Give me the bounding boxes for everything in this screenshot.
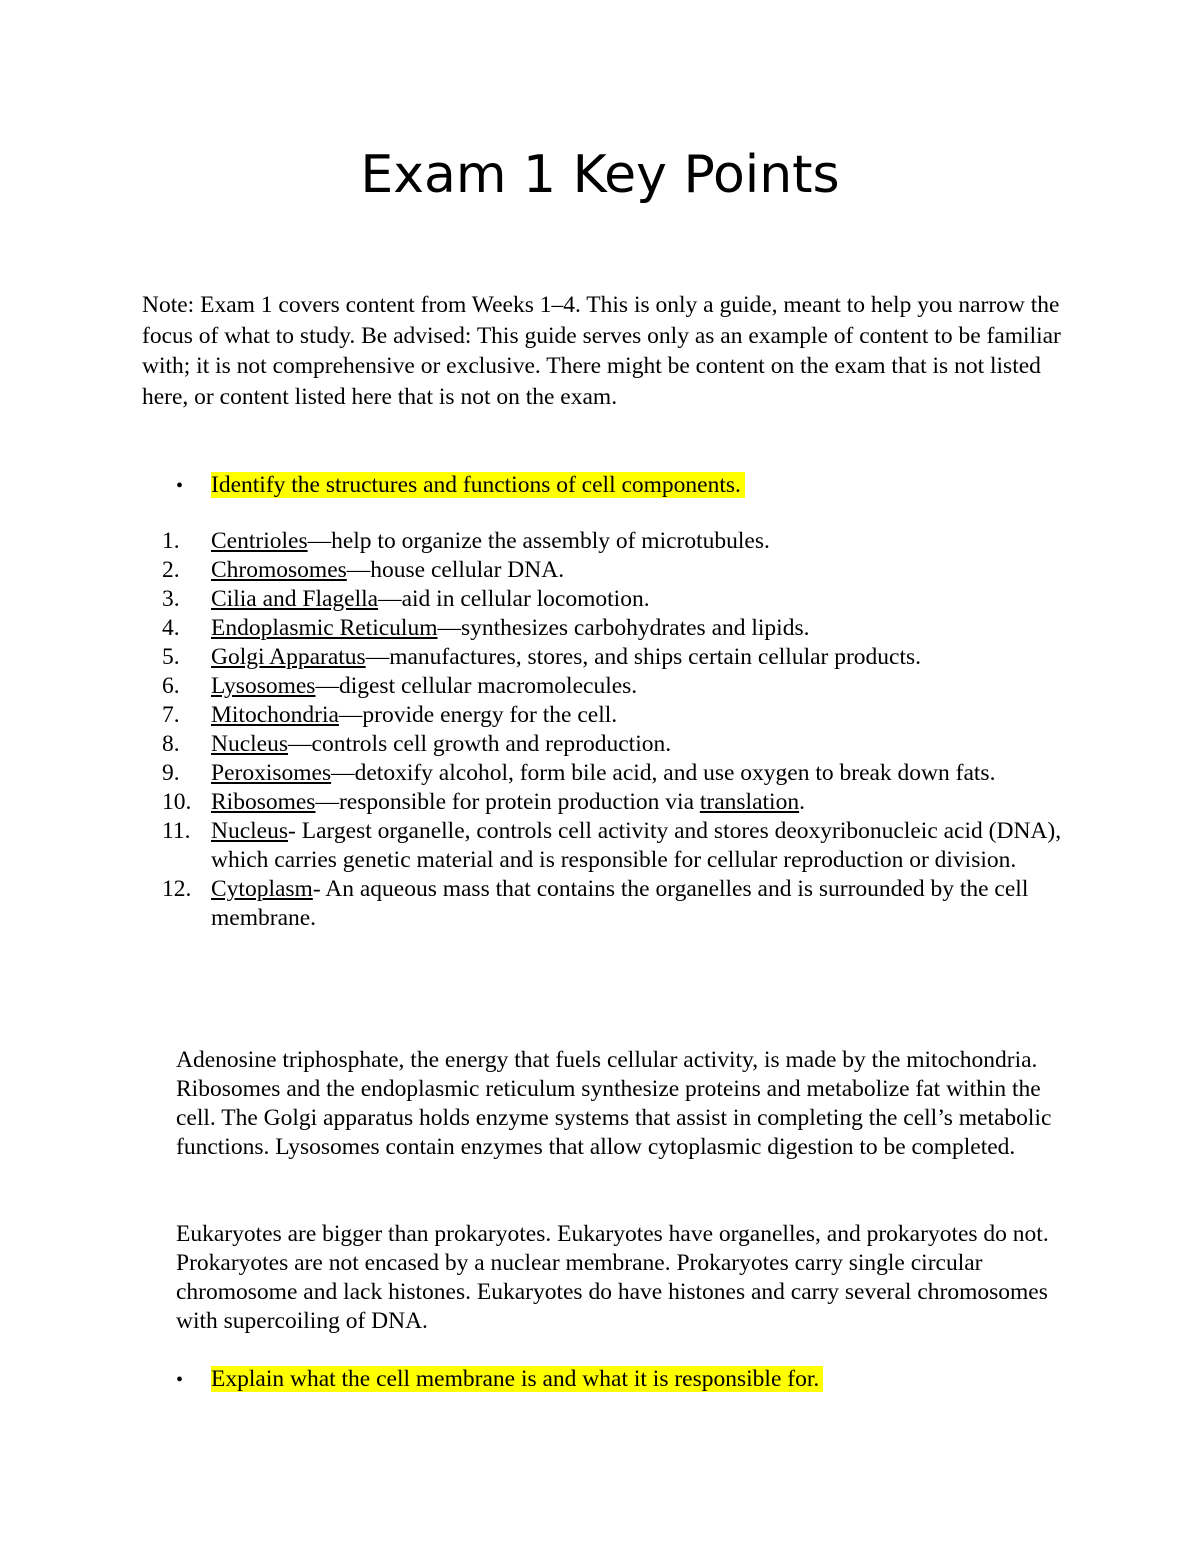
- organelle-term: Nucleus: [211, 731, 289, 757]
- list-number: 10.: [162, 789, 192, 815]
- organelle-list: [162, 527, 1062, 933]
- organelle-term: Peroxisomes: [211, 760, 332, 786]
- translation-link[interactable]: translation: [699, 789, 800, 815]
- list-item: [162, 672, 1062, 701]
- list-item: [162, 730, 1062, 759]
- list-number: 6.: [162, 673, 180, 699]
- list-item: [162, 556, 1062, 585]
- highlighted-heading: Identify the structures and functions of cell components.: [211, 472, 745, 498]
- organelle-term: Endoplasmic Reticulum: [211, 615, 438, 641]
- organelle-description: —responsible for protein production via: [315, 789, 700, 815]
- list-number: 7.: [162, 702, 180, 728]
- organelle-term: Centrioles: [211, 528, 308, 554]
- organelle-term: Lysosomes: [211, 673, 316, 699]
- list-number: 11.: [162, 818, 191, 844]
- paragraph-eukaryotes: Eukaryotes are bigger than prokaryotes. Eukaryotes have organelles, and prokaryotes do not. Prokaryotes are not encased by a nuclear membrane. Prokaryotes carry single circular chromosome and lack histones. Eukaryotes do have histones and carry several chromosomes with supercoiling of DNA.: [176, 1221, 1049, 1334]
- list-item: [162, 643, 1062, 672]
- list-number: 8.: [162, 731, 180, 757]
- list-item: [162, 585, 1062, 614]
- organelle-term: Nucleus: [211, 818, 289, 844]
- bullet-heading-cell-membrane: [176, 1364, 823, 1395]
- bullet-heading-cell-components: [176, 470, 745, 501]
- organelle-description: —house cellular DNA.: [346, 557, 565, 583]
- organelle-description: —digest cellular macromolecules.: [315, 673, 638, 699]
- list-number: 12.: [162, 876, 192, 902]
- list-number: 2.: [162, 557, 180, 583]
- organelle-description: —synthesizes carbohydrates and lipids.: [437, 615, 810, 641]
- list-item: [162, 527, 1062, 556]
- list-number: 5.: [162, 644, 180, 670]
- list-number: 3.: [162, 586, 180, 612]
- list-item: [162, 614, 1062, 643]
- organelle-description: —manufactures, stores, and ships certain cellular products.: [365, 644, 922, 670]
- paragraph-atp: Adenosine triphosphate, the energy that fuels cellular activity, is made by the mitochondria. Ribosomes and the endoplasmic reticulum synthesize proteins and metabolize fat within the cell. The Golgi apparatus holds enzyme systems that assist in completing the cell’s metabolic functions. Lysosomes contain enzymes that allow cytoplasmic digestion to be completed.: [176, 1047, 1052, 1160]
- list-item: [162, 788, 1062, 817]
- list-item: [162, 701, 1062, 730]
- highlighted-heading: Explain what the cell membrane is and what it is responsible for.: [211, 1366, 823, 1392]
- list-number: 9.: [162, 760, 180, 786]
- organelle-description: —aid in cellular locomotion.: [378, 586, 650, 612]
- page-title: Exam 1 Key Points: [360, 145, 840, 205]
- list-item: [162, 759, 1062, 788]
- organelle-description: —help to organize the assembly of microtubules.: [307, 528, 770, 554]
- organelle-term: Mitochondria: [211, 702, 339, 728]
- organelle-description: —provide energy for the cell.: [338, 702, 618, 728]
- list-number: 1.: [162, 528, 180, 554]
- organelle-term: Cytoplasm: [211, 876, 313, 902]
- organelle-description: - Largest organelle, controls cell activity and stores deoxyribonucleic acid (DNA), which carries genetic material and is responsible for cellular reproduction or division.: [211, 818, 1062, 873]
- list-item: [162, 875, 1062, 933]
- trailing-punctuation: .: [799, 789, 805, 815]
- bullet-glyph: •: [176, 1369, 184, 1391]
- organelle-description: —detoxify alcohol, form bile acid, and use oxygen to break down fats.: [331, 760, 996, 786]
- organelle-description: —controls cell growth and reproduction.: [288, 731, 672, 757]
- organelle-term: Ribosomes: [211, 789, 316, 815]
- intro-note: Note: Exam 1 covers content from Weeks 1–4. This is only a guide, meant to help you narrow the focus of what to study. Be advised: This guide serves only as an example of content to be familiar with; it is not comprehensive or exclusive. There might be content on the exam that is not listed here, or content listed here that is not on the exam.: [142, 292, 1061, 410]
- list-item: [162, 817, 1062, 875]
- organelle-term: Golgi Apparatus: [211, 644, 366, 670]
- organelle-term: Cilia and Flagella: [211, 586, 379, 612]
- bullet-glyph: •: [176, 475, 184, 497]
- organelle-term: Chromosomes: [211, 557, 347, 583]
- organelle-description: - An aqueous mass that contains the organelles and is surrounded by the cell membrane.: [211, 876, 1029, 931]
- list-number: 4.: [162, 615, 180, 641]
